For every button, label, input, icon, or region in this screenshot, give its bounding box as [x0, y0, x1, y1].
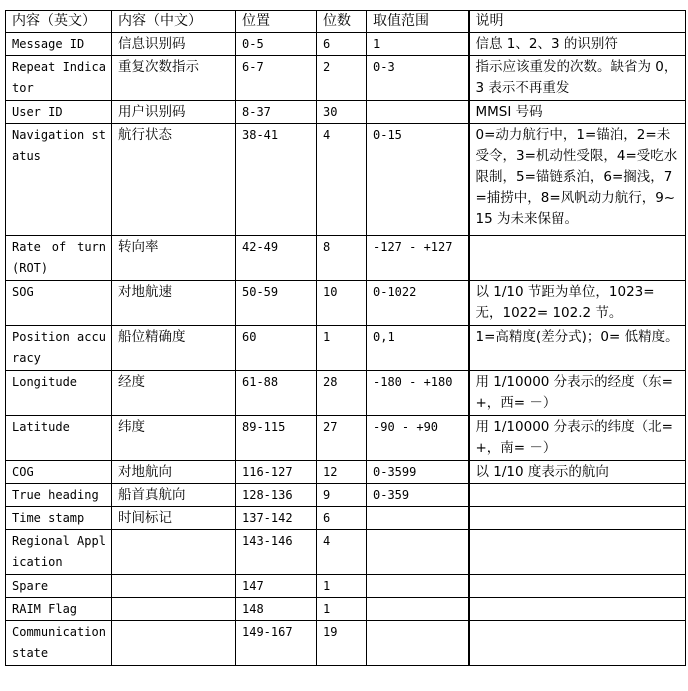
header-content-en: 内容（英文）: [6, 11, 112, 33]
cell-description: MMSI 号码: [469, 101, 686, 124]
table-row: [6, 56, 686, 101]
cell-position: 50-59: [236, 281, 317, 326]
cell-position: 128-136: [236, 484, 317, 507]
cell-content-en: Regional Application: [6, 530, 112, 575]
cell-range: 0,1: [367, 326, 469, 371]
header-content-zh: 内容（中文）: [112, 11, 236, 33]
cell-bits: 19: [317, 621, 367, 666]
cell-bits: 4: [317, 124, 367, 236]
cell-position: 116-127: [236, 461, 317, 484]
cell-bits: 2: [317, 56, 367, 101]
cell-content-en: COG: [6, 461, 112, 484]
cell-range: -180 - +180: [367, 371, 469, 416]
cell-content-en: Navigation status: [6, 124, 112, 236]
header-bits: 位数: [317, 11, 367, 33]
cell-description: 用 1/10000 分表示的经度（东=+，西= －）: [469, 371, 686, 416]
cell-position: 143-146: [236, 530, 317, 575]
cell-description: [469, 484, 686, 507]
cell-bits: 4: [317, 530, 367, 575]
cell-bits: 1: [317, 575, 367, 598]
cell-range: 0-15: [367, 124, 469, 236]
cell-description: 以 1/10 节距为单位，1023=无，1022= 102.2 节。: [469, 281, 686, 326]
cell-bits: 1: [317, 598, 367, 621]
cell-content-en: True heading: [6, 484, 112, 507]
cell-description: 1=高精度(差分式)；0= 低精度。: [469, 326, 686, 371]
cell-position: 147: [236, 575, 317, 598]
cell-description: [469, 575, 686, 598]
cell-range: 0-359: [367, 484, 469, 507]
cell-bits: 12: [317, 461, 367, 484]
cell-content-en: Latitude: [6, 416, 112, 461]
cell-description: 以 1/10 度表示的航向: [469, 461, 686, 484]
cell-bits: 27: [317, 416, 367, 461]
cell-description: 信息 1、2、3 的识别符: [469, 33, 686, 56]
cell-range: [367, 598, 469, 621]
cell-content-zh: 用户识别码: [112, 101, 236, 124]
cell-description: 0=动力航行中，1=锚泊，2=未受令，3=机动性受限，4=受吃水限制，5=锚链系泊，6=搁浅，7=捕捞中，8=风帆动力航行，9~15 为未来保留。: [469, 124, 686, 236]
table-row: [6, 236, 686, 281]
cell-range: 0-3: [367, 56, 469, 101]
cell-range: 1: [367, 33, 469, 56]
table-row: [6, 575, 686, 598]
cell-content-en: Spare: [6, 575, 112, 598]
cell-bits: 1: [317, 326, 367, 371]
table-header-row: [6, 11, 686, 33]
cell-description: 指示应该重发的次数。缺省为 0，3 表示不再重发: [469, 56, 686, 101]
table-row: [6, 326, 686, 371]
cell-description: [469, 530, 686, 575]
cell-content-en: User ID: [6, 101, 112, 124]
cell-content-zh: [112, 575, 236, 598]
table-row: [6, 598, 686, 621]
cell-content-zh: 重复次数指示: [112, 56, 236, 101]
table-row: [6, 621, 686, 666]
cell-content-zh: 转向率: [112, 236, 236, 281]
cell-range: [367, 530, 469, 575]
cell-content-zh: 对地航速: [112, 281, 236, 326]
cell-content-en: RAIM Flag: [6, 598, 112, 621]
cell-content-en: Position accuracy: [6, 326, 112, 371]
cell-content-en: Repeat Indicator: [6, 56, 112, 101]
cell-content-en: Message ID: [6, 33, 112, 56]
table-row: [6, 530, 686, 575]
cell-content-zh: 时间标记: [112, 507, 236, 530]
cell-description: [469, 507, 686, 530]
cell-content-en: SOG: [6, 281, 112, 326]
table-row: [6, 124, 686, 236]
cell-range: [367, 621, 469, 666]
cell-position: 42-49: [236, 236, 317, 281]
cell-content-zh: 经度: [112, 371, 236, 416]
table-row: [6, 281, 686, 326]
cell-content-zh: 船首真航向: [112, 484, 236, 507]
cell-content-zh: 纬度: [112, 416, 236, 461]
cell-position: 89-115: [236, 416, 317, 461]
table-row: [6, 371, 686, 416]
cell-description: [469, 598, 686, 621]
cell-bits: 30: [317, 101, 367, 124]
cell-content-en: Longitude: [6, 371, 112, 416]
table-row: [6, 461, 686, 484]
cell-position: 61-88: [236, 371, 317, 416]
cell-position: 38-41: [236, 124, 317, 236]
cell-range: 0-3599: [367, 461, 469, 484]
cell-position: 149-167: [236, 621, 317, 666]
cell-range: -127 - +127: [367, 236, 469, 281]
cell-position: 60: [236, 326, 317, 371]
header-description: 说明: [469, 11, 686, 33]
cell-position: 8-37: [236, 101, 317, 124]
cell-content-zh: 航行状态: [112, 124, 236, 236]
cell-bits: 9: [317, 484, 367, 507]
cell-bits: 10: [317, 281, 367, 326]
cell-position: 148: [236, 598, 317, 621]
cell-position: 6-7: [236, 56, 317, 101]
cell-bits: 8: [317, 236, 367, 281]
table-row: [6, 33, 686, 56]
cell-bits: 6: [317, 33, 367, 56]
table-row: [6, 416, 686, 461]
cell-position: 0-5: [236, 33, 317, 56]
cell-range: [367, 507, 469, 530]
cell-content-zh: [112, 598, 236, 621]
header-range: 取值范围: [367, 11, 469, 33]
table-row: [6, 507, 686, 530]
header-position: 位置: [236, 11, 317, 33]
cell-bits: 6: [317, 507, 367, 530]
cell-content-zh: 船位精确度: [112, 326, 236, 371]
cell-description: [469, 621, 686, 666]
cell-description: [469, 236, 686, 281]
cell-range: 0-1022: [367, 281, 469, 326]
table-row: [6, 101, 686, 124]
cell-content-zh: 对地航向: [112, 461, 236, 484]
cell-position: 137-142: [236, 507, 317, 530]
table-row: [6, 484, 686, 507]
cell-content-en: Rate of turn(ROT): [6, 236, 112, 281]
cell-bits: 28: [317, 371, 367, 416]
cell-content-en: Time stamp: [6, 507, 112, 530]
cell-range: -90 - +90: [367, 416, 469, 461]
cell-range: [367, 575, 469, 598]
cell-content-zh: [112, 621, 236, 666]
cell-content-en: Communication state: [6, 621, 112, 666]
cell-description: 用 1/10000 分表示的纬度（北=+，南= －）: [469, 416, 686, 461]
cell-content-zh: [112, 530, 236, 575]
field-table: [5, 10, 686, 666]
cell-range: [367, 101, 469, 124]
cell-content-zh: 信息识别码: [112, 33, 236, 56]
